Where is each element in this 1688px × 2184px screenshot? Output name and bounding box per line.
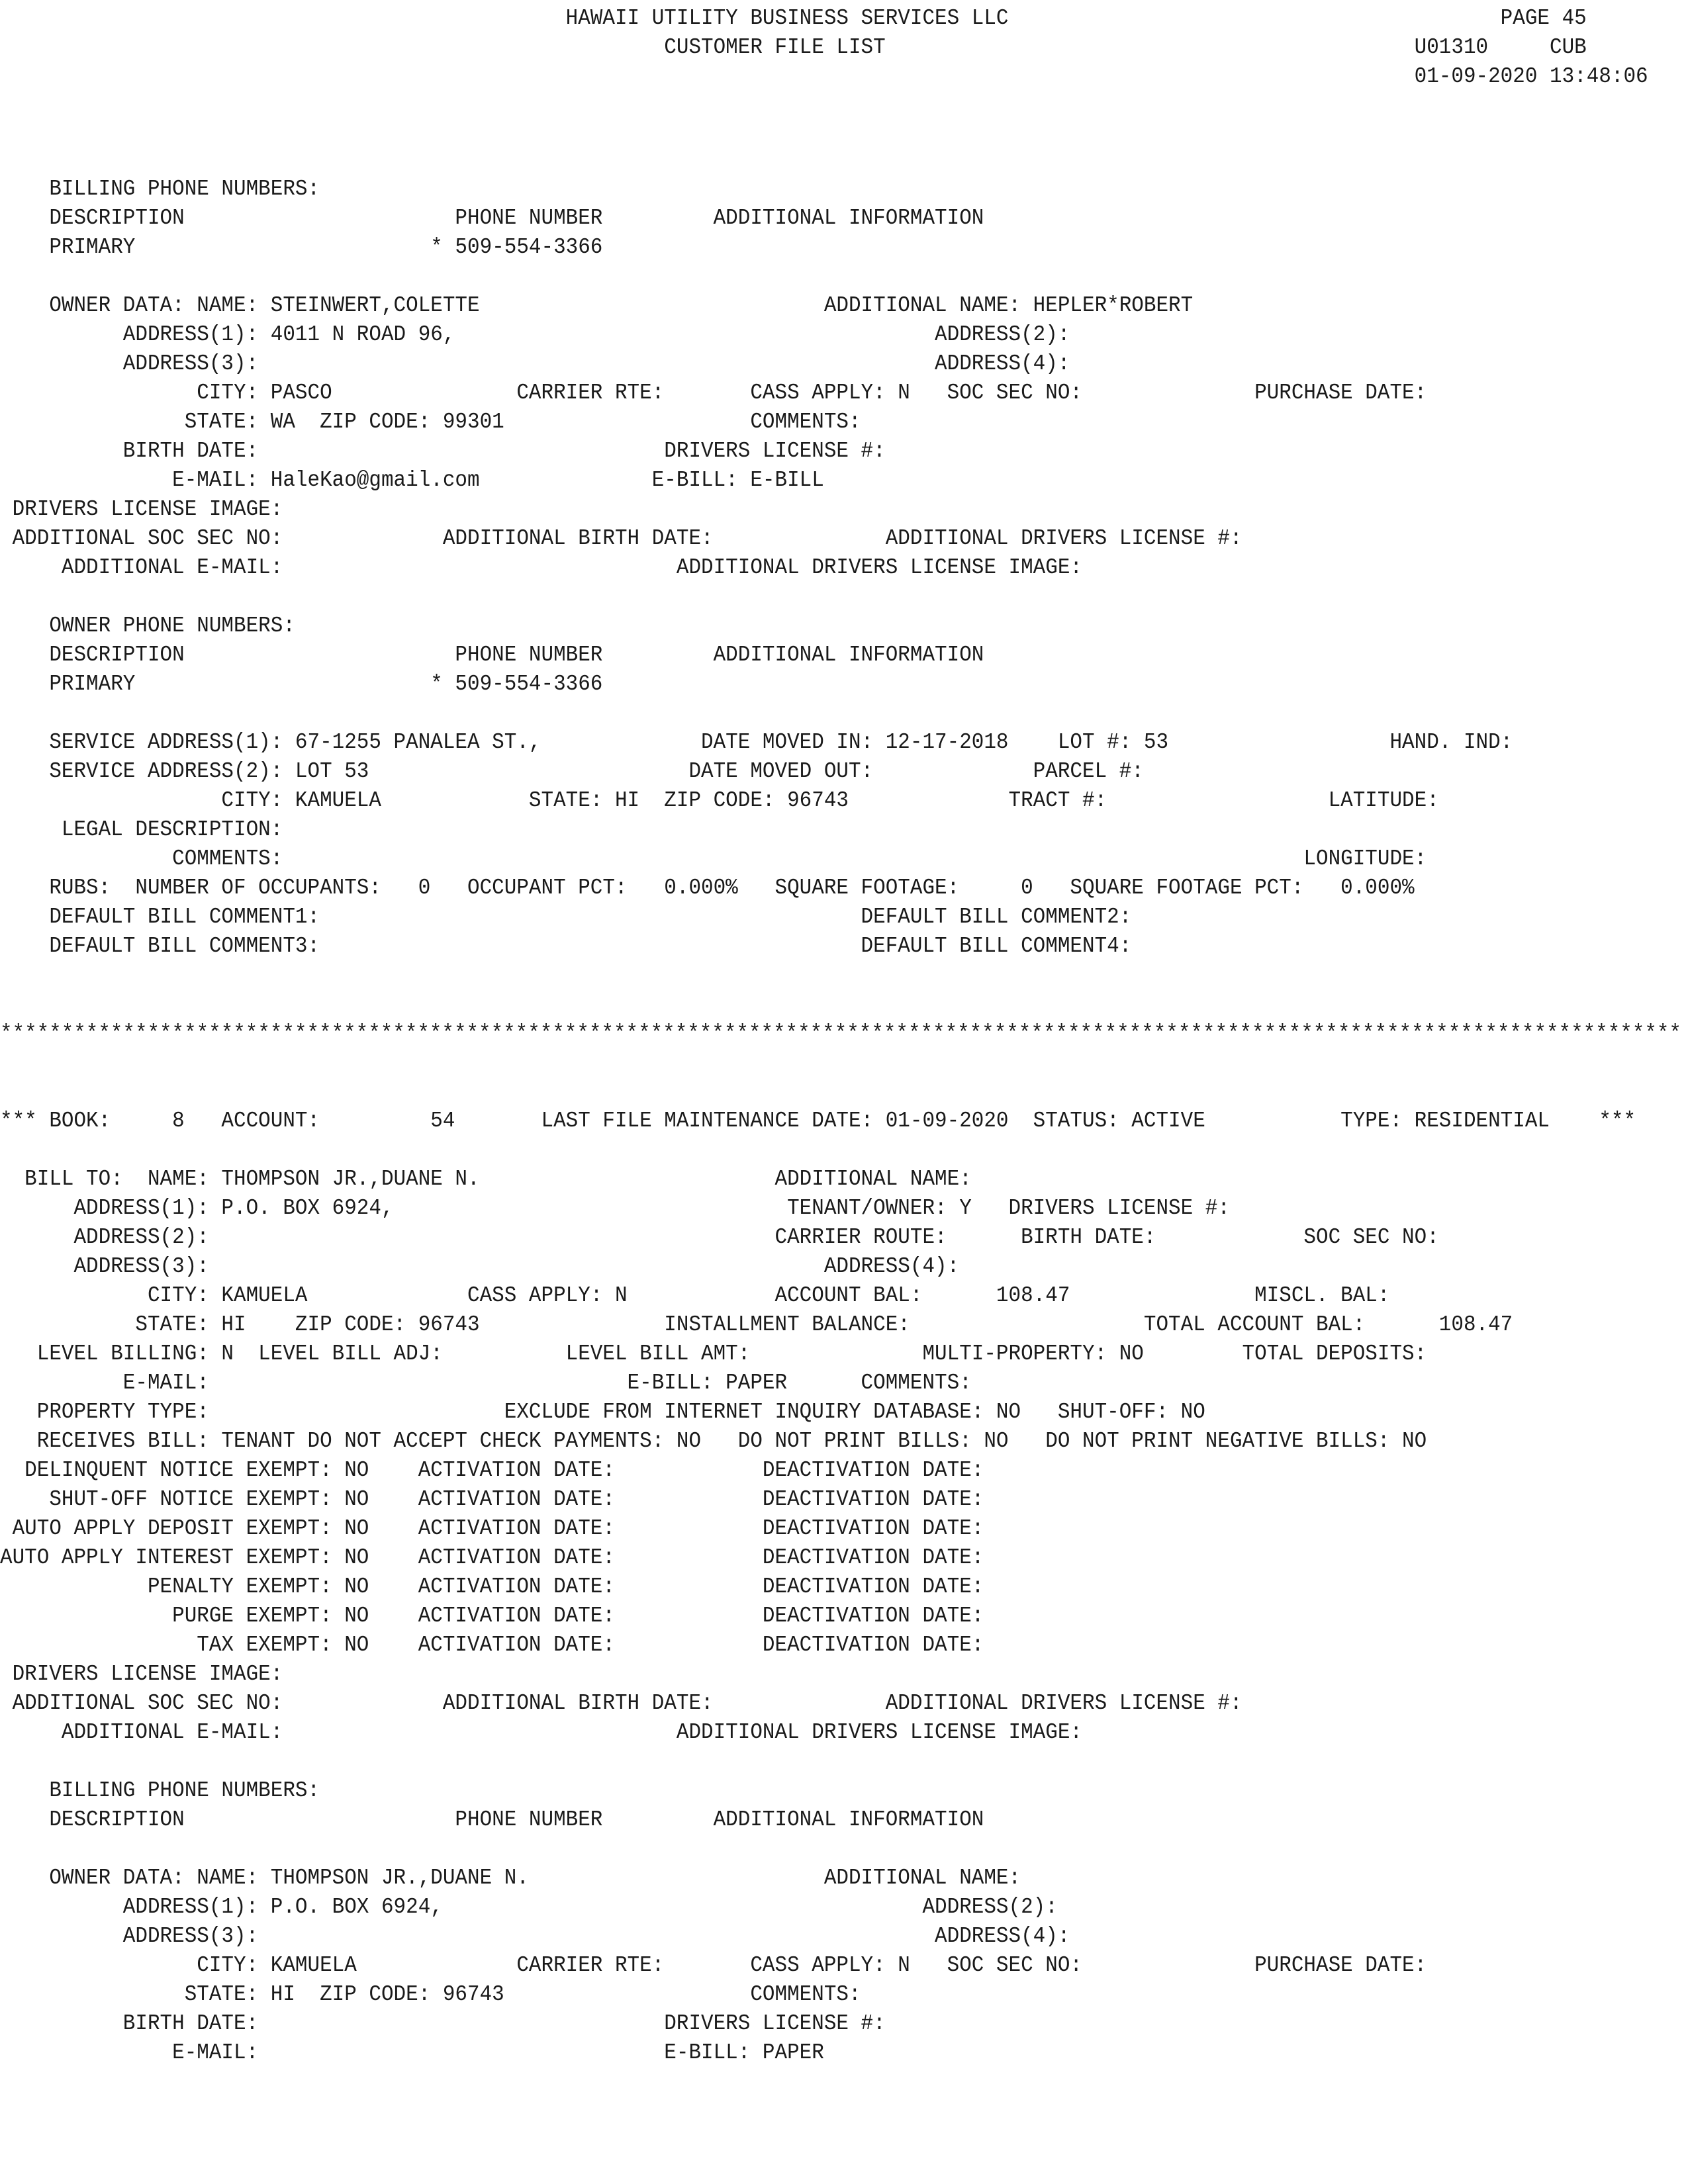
header-line: CUSTOMER FILE LIST U01310 CUB [0,35,1587,60]
report-line: BIRTH DATE: DRIVERS LICENSE #: [0,439,886,463]
report-line: LEVEL BILLING: N LEVEL BILL ADJ: LEVEL BILL AMT: MULTI-PROPERTY: NO TOTAL DEPOSITS: [0,1342,1427,1366]
report-line: OWNER DATA: NAME: THOMPSON JR.,DUANE N. ADDITIONAL NAME: [0,1866,1021,1890]
report-line: ADDRESS(3): ADDRESS(4): [0,351,1070,376]
report-line: PRIMARY * 509-554-3366 [0,235,603,259]
report-line: E-MAIL: E-BILL: PAPER [0,2040,824,2065]
report-line: DELINQUENT NOTICE EXEMPT: NO ACTIVATION DATE: DEACTIVATION DATE: [0,1458,984,1482]
report-line: OWNER DATA: NAME: STEINWERT,COLETTE ADDITIONAL NAME: HEPLER*ROBERT [0,293,1194,318]
report-line: ***************************************************************************************************************************************** [0,1021,1681,1046]
report-line: SERVICE ADDRESS(1): 67-1255 PANALEA ST., DATE MOVED IN: 12-17-2018 LOT #: 53 HAND. IND: [0,730,1513,754]
report-line: RUBS: NUMBER OF OCCUPANTS: 0 OCCUPANT PCT: 0.000% SQUARE FOOTAGE: 0 SQUARE FOOTAGE PCT: 0.000% [0,876,1415,900]
report-line: *** BOOK: 8 ACCOUNT: 54 LAST FILE MAINTENANCE DATE: 01-09-2020 STATUS: ACTIVE TYPE: RESIDENTIAL *** [0,1109,1636,1133]
report-line: PRIMARY * 509-554-3366 [0,672,603,696]
report-line: DEFAULT BILL COMMENT3: DEFAULT BILL COMMENT4: [0,934,1132,958]
report-line: CITY: PASCO CARRIER RTE: CASS APPLY: N SOC SEC NO: PURCHASE DATE: [0,381,1427,405]
report-line: SHUT-OFF NOTICE EXEMPT: NO ACTIVATION DATE: DEACTIVATION DATE: [0,1487,984,1512]
report-line: CITY: KAMUELA STATE: HI ZIP CODE: 96743 TRACT #: LATITUDE: [0,788,1439,813]
report-line: ADDRESS(3): ADDRESS(4): [0,1254,960,1279]
report-line: DRIVERS LICENSE IMAGE: [0,1662,283,1686]
report-line: PROPERTY TYPE: EXCLUDE FROM INTERNET INQUIRY DATABASE: NO SHUT-OFF: NO [0,1400,1205,1424]
header-line: 01-09-2020 13:48:06 [0,64,1648,89]
report-line: LEGAL DESCRIPTION: [0,817,283,842]
report-line: ADDITIONAL SOC SEC NO: ADDITIONAL BIRTH DATE: ADDITIONAL DRIVERS LICENSE #: [0,1691,1243,1715]
report-line: SERVICE ADDRESS(2): LOT 53 DATE MOVED OUT: PARCEL #: [0,759,1144,784]
report-line: OWNER PHONE NUMBERS: [0,614,295,638]
report-line: E-MAIL: HaleKao@gmail.com E-BILL: E-BILL [0,468,824,492]
report-line: COMMENTS: LONGITUDE: [0,846,1427,871]
report-line: PURGE EXEMPT: NO ACTIVATION DATE: DEACTIVATION DATE: [0,1604,984,1628]
report-line: RECEIVES BILL: TENANT DO NOT ACCEPT CHECK PAYMENTS: NO DO NOT PRINT BILLS: NO DO NOT PRINT NEGATIVE BILLS: NO [0,1429,1427,1453]
report-line: ADDRESS(2): CARRIER ROUTE: BIRTH DATE: SOC SEC NO: [0,1225,1439,1250]
report-line: BILLING PHONE NUMBERS: [0,1778,320,1803]
report-line: DRIVERS LICENSE IMAGE: [0,497,283,522]
report-line: DESCRIPTION PHONE NUMBER ADDITIONAL INFORMATION [0,643,984,667]
report-line: AUTO APPLY DEPOSIT EXEMPT: NO ACTIVATION DATE: DEACTIVATION DATE: [0,1516,984,1541]
header-line: HAWAII UTILITY BUSINESS SERVICES LLC PAGE 45 [0,6,1587,30]
report-line: BIRTH DATE: DRIVERS LICENSE #: [0,2011,886,2036]
report-line: STATE: HI ZIP CODE: 96743 INSTALLMENT BALANCE: TOTAL ACCOUNT BAL: 108.47 [0,1312,1513,1337]
report-line: ADDRESS(1): P.O. BOX 6924, TENANT/OWNER: Y DRIVERS LICENSE #: [0,1196,1230,1220]
report-line: ADDITIONAL SOC SEC NO: ADDITIONAL BIRTH DATE: ADDITIONAL DRIVERS LICENSE #: [0,526,1243,551]
report-line: BILLING PHONE NUMBERS: [0,177,320,201]
report-line: ADDRESS(1): P.O. BOX 6924, ADDRESS(2): [0,1895,1058,1919]
report-line: CITY: KAMUELA CARRIER RTE: CASS APPLY: N SOC SEC NO: PURCHASE DATE: [0,1953,1427,1978]
report-line: STATE: HI ZIP CODE: 96743 COMMENTS: [0,1982,861,2007]
report-line: TAX EXEMPT: NO ACTIVATION DATE: DEACTIVATION DATE: [0,1633,984,1657]
report-line: BILL TO: NAME: THOMPSON JR.,DUANE N. ADDITIONAL NAME: [0,1167,972,1191]
report-line: ADDITIONAL E-MAIL: ADDITIONAL DRIVERS LICENSE IMAGE: [0,555,1082,580]
report-line: DESCRIPTION PHONE NUMBER ADDITIONAL INFORMATION [0,1807,984,1832]
report-line: AUTO APPLY INTEREST EXEMPT: NO ACTIVATION DATE: DEACTIVATION DATE: [0,1545,984,1570]
report-line: E-MAIL: E-BILL: PAPER COMMENTS: [0,1371,972,1395]
report-line: ADDITIONAL E-MAIL: ADDITIONAL DRIVERS LICENSE IMAGE: [0,1720,1082,1745]
report-line: DESCRIPTION PHONE NUMBER ADDITIONAL INFORMATION [0,206,984,230]
report-line: DEFAULT BILL COMMENT1: DEFAULT BILL COMMENT2: [0,905,1132,929]
report-line: ADDRESS(3): ADDRESS(4): [0,1924,1070,1948]
report-line: CITY: KAMUELA CASS APPLY: N ACCOUNT BAL: 108.47 MISCL. BAL: [0,1283,1390,1308]
report-line: STATE: WA ZIP CODE: 99301 COMMENTS: [0,410,861,434]
report-line: PENALTY EXEMPT: NO ACTIVATION DATE: DEACTIVATION DATE: [0,1574,984,1599]
report-line: ADDRESS(1): 4011 N ROAD 96, ADDRESS(2): [0,322,1070,347]
